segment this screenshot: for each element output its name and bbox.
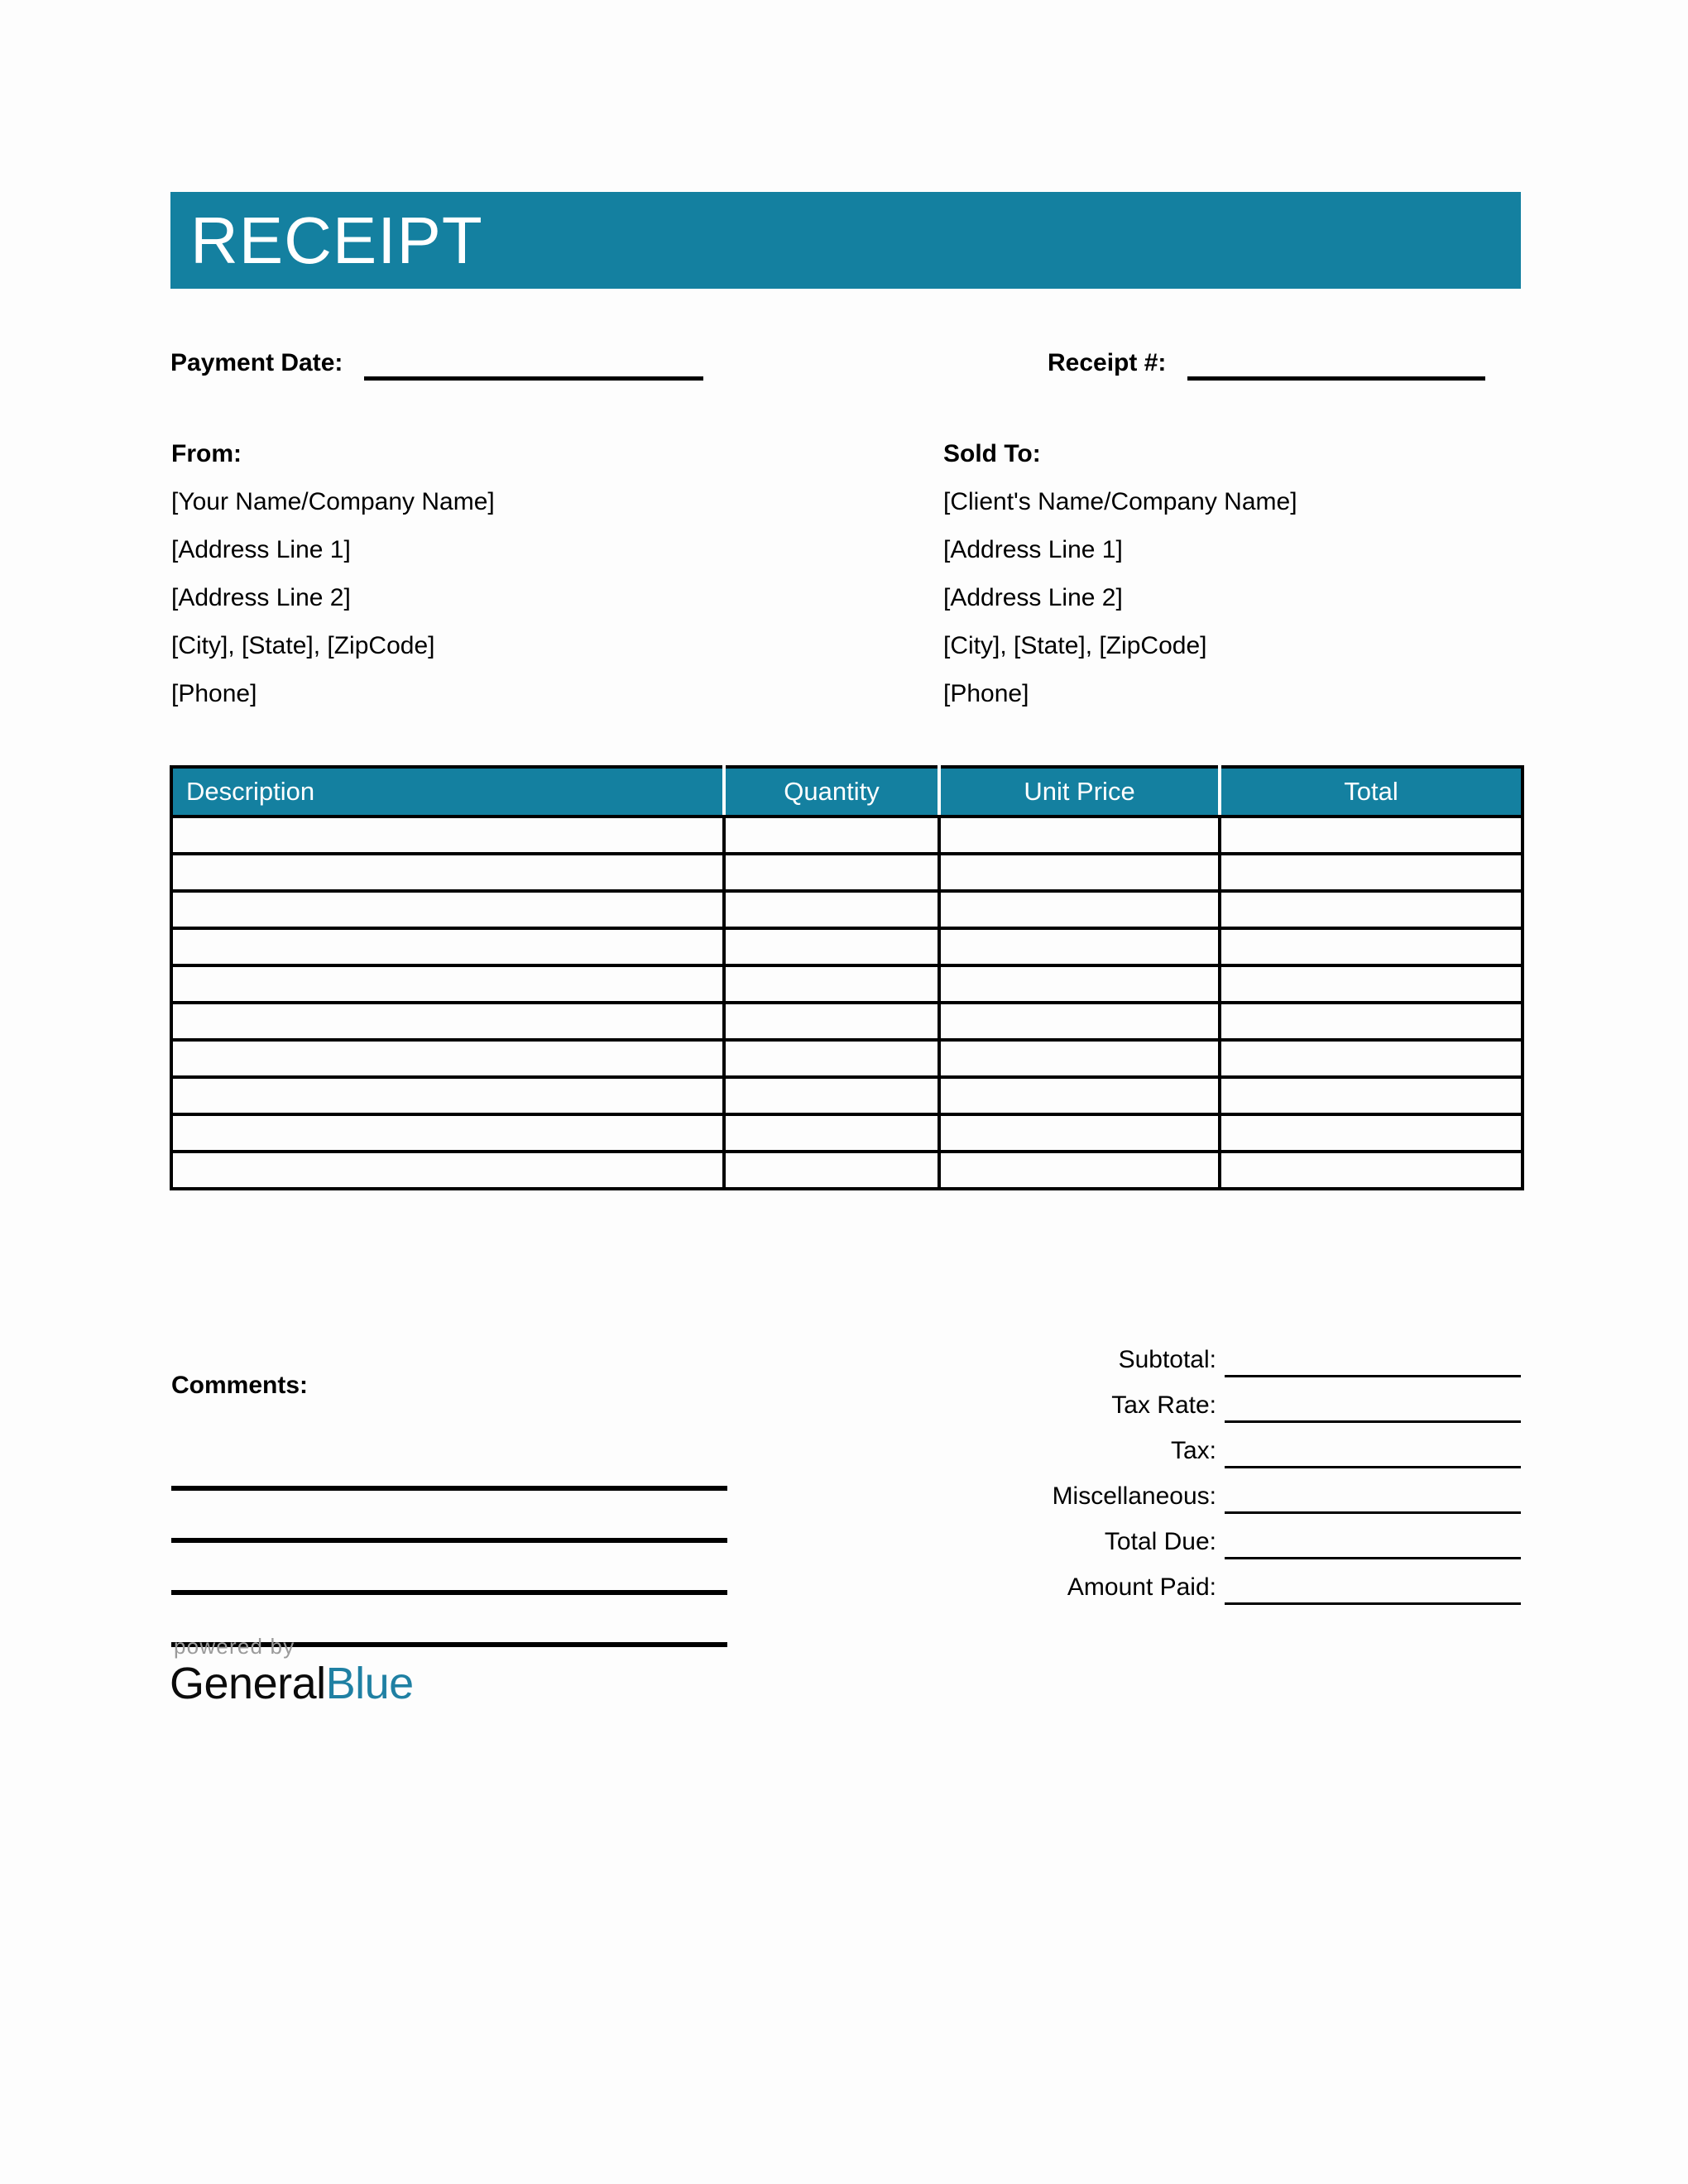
total-row xyxy=(894,1377,1521,1423)
comments-lines xyxy=(171,1439,727,1647)
cell-total[interactable] xyxy=(1220,1040,1523,1077)
table-row xyxy=(171,854,1523,891)
cell-description[interactable] xyxy=(171,1114,724,1152)
brand-name-blue: Blue xyxy=(325,1659,414,1708)
cell-description[interactable] xyxy=(171,965,724,1003)
title-banner xyxy=(170,192,1521,289)
total-value-input[interactable] xyxy=(1225,1524,1521,1559)
cell-quantity[interactable] xyxy=(724,1003,939,1040)
total-label: Tax: xyxy=(1170,1437,1216,1464)
comment-line[interactable] xyxy=(171,1439,727,1491)
total-row xyxy=(894,1332,1521,1377)
table-row xyxy=(171,1003,1523,1040)
cell-total[interactable] xyxy=(1220,1152,1523,1189)
brand-name xyxy=(170,1659,414,1708)
line-items-body xyxy=(171,817,1523,1189)
cell-unit-price[interactable] xyxy=(939,1114,1220,1152)
payment-date-label: Payment Date: xyxy=(170,349,343,376)
cell-quantity[interactable] xyxy=(724,965,939,1003)
sold-to-line-1[interactable]: [Client's Name/Company Name] xyxy=(943,488,1297,515)
column-header-quantity: Quantity xyxy=(724,767,939,817)
receipt-number-input[interactable] xyxy=(1187,348,1485,381)
table-row xyxy=(171,965,1523,1003)
brand-name-general: General xyxy=(170,1659,326,1708)
cell-total[interactable] xyxy=(1220,1114,1523,1152)
from-line-2[interactable]: [Address Line 1] xyxy=(171,536,351,563)
cell-total[interactable] xyxy=(1220,1077,1523,1114)
table-row xyxy=(171,1040,1523,1077)
page-title: RECEIPT xyxy=(190,203,483,277)
cell-description[interactable] xyxy=(171,1152,724,1189)
cell-unit-price[interactable] xyxy=(939,891,1220,928)
cell-description[interactable] xyxy=(171,817,724,854)
cell-quantity[interactable] xyxy=(724,1040,939,1077)
table-row xyxy=(171,1152,1523,1189)
receipt-number-field xyxy=(1048,331,1485,381)
table-row xyxy=(171,1114,1523,1152)
total-label: Miscellaneous: xyxy=(1052,1482,1216,1510)
total-label: Tax Rate: xyxy=(1111,1391,1216,1419)
column-header-unit-price: Unit Price xyxy=(939,767,1220,817)
from-heading: From: xyxy=(171,440,242,467)
cell-total[interactable] xyxy=(1220,928,1523,965)
comments-section xyxy=(171,1369,727,1647)
sold-to-heading: Sold To: xyxy=(943,440,1041,467)
comment-line[interactable] xyxy=(171,1491,727,1543)
cell-description[interactable] xyxy=(171,1077,724,1114)
cell-total[interactable] xyxy=(1220,891,1523,928)
cell-quantity[interactable] xyxy=(724,1152,939,1189)
totals-section xyxy=(894,1332,1521,1605)
cell-unit-price[interactable] xyxy=(939,1152,1220,1189)
cell-total[interactable] xyxy=(1220,965,1523,1003)
cell-description[interactable] xyxy=(171,891,724,928)
table-row xyxy=(171,891,1523,928)
table-row xyxy=(171,1077,1523,1114)
cell-unit-price[interactable] xyxy=(939,928,1220,965)
total-value-input[interactable] xyxy=(1225,1569,1521,1605)
payment-date-field xyxy=(170,331,703,381)
table-row xyxy=(171,928,1523,965)
comments-label: Comments: xyxy=(171,1372,309,1399)
cell-unit-price[interactable] xyxy=(939,965,1220,1003)
cell-quantity[interactable] xyxy=(724,1114,939,1152)
sold-to-line-3[interactable]: [Address Line 2] xyxy=(943,584,1123,611)
cell-unit-price[interactable] xyxy=(939,817,1220,854)
from-line-3[interactable]: [Address Line 2] xyxy=(171,584,351,611)
total-row xyxy=(894,1468,1521,1514)
cell-description[interactable] xyxy=(171,854,724,891)
receipt-meta-row xyxy=(170,331,1521,381)
column-header-description: Description xyxy=(171,767,724,817)
cell-total[interactable] xyxy=(1220,817,1523,854)
line-items-table xyxy=(170,765,1524,1190)
sold-to-line-2[interactable]: [Address Line 1] xyxy=(943,536,1123,563)
comment-line[interactable] xyxy=(171,1543,727,1595)
cell-unit-price[interactable] xyxy=(939,1077,1220,1114)
total-value-input[interactable] xyxy=(1225,1433,1521,1468)
total-value-input[interactable] xyxy=(1225,1478,1521,1514)
total-row xyxy=(894,1514,1521,1559)
cell-description[interactable] xyxy=(171,1003,724,1040)
total-label: Total Due: xyxy=(1104,1528,1216,1555)
from-line-5[interactable]: [Phone] xyxy=(171,680,257,707)
from-line-1[interactable]: [Your Name/Company Name] xyxy=(171,488,495,515)
sold-to-block xyxy=(943,430,1589,718)
table-row xyxy=(171,817,1523,854)
cell-description[interactable] xyxy=(171,928,724,965)
generalblue-logo xyxy=(170,1634,414,1708)
cell-quantity[interactable] xyxy=(724,928,939,965)
from-line-4[interactable]: [City], [State], [ZipCode] xyxy=(171,632,435,659)
cell-total[interactable] xyxy=(1220,854,1523,891)
column-header-total: Total xyxy=(1220,767,1523,817)
payment-date-input[interactable] xyxy=(364,348,703,381)
receipt-number-label: Receipt #: xyxy=(1048,349,1167,376)
cell-quantity[interactable] xyxy=(724,854,939,891)
cell-quantity[interactable] xyxy=(724,1077,939,1114)
cell-total[interactable] xyxy=(1220,1003,1523,1040)
total-value-input[interactable] xyxy=(1225,1342,1521,1377)
cell-unit-price[interactable] xyxy=(939,1040,1220,1077)
cell-unit-price[interactable] xyxy=(939,1003,1220,1040)
total-label: Amount Paid: xyxy=(1067,1573,1216,1601)
total-row xyxy=(894,1559,1521,1605)
total-row xyxy=(894,1423,1521,1468)
total-value-input[interactable] xyxy=(1225,1387,1521,1423)
line-items-header xyxy=(171,767,1523,817)
cell-quantity[interactable] xyxy=(724,817,939,854)
powered-by-label: powered by xyxy=(174,1634,295,1659)
table-header-row xyxy=(171,767,1523,817)
sold-to-line-4[interactable]: [City], [State], [ZipCode] xyxy=(943,632,1207,659)
total-label: Subtotal: xyxy=(1118,1346,1216,1373)
cell-description[interactable] xyxy=(171,1040,724,1077)
cell-unit-price[interactable] xyxy=(939,854,1220,891)
from-block xyxy=(171,430,817,718)
sold-to-line-5[interactable]: [Phone] xyxy=(943,680,1029,707)
cell-quantity[interactable] xyxy=(724,891,939,928)
